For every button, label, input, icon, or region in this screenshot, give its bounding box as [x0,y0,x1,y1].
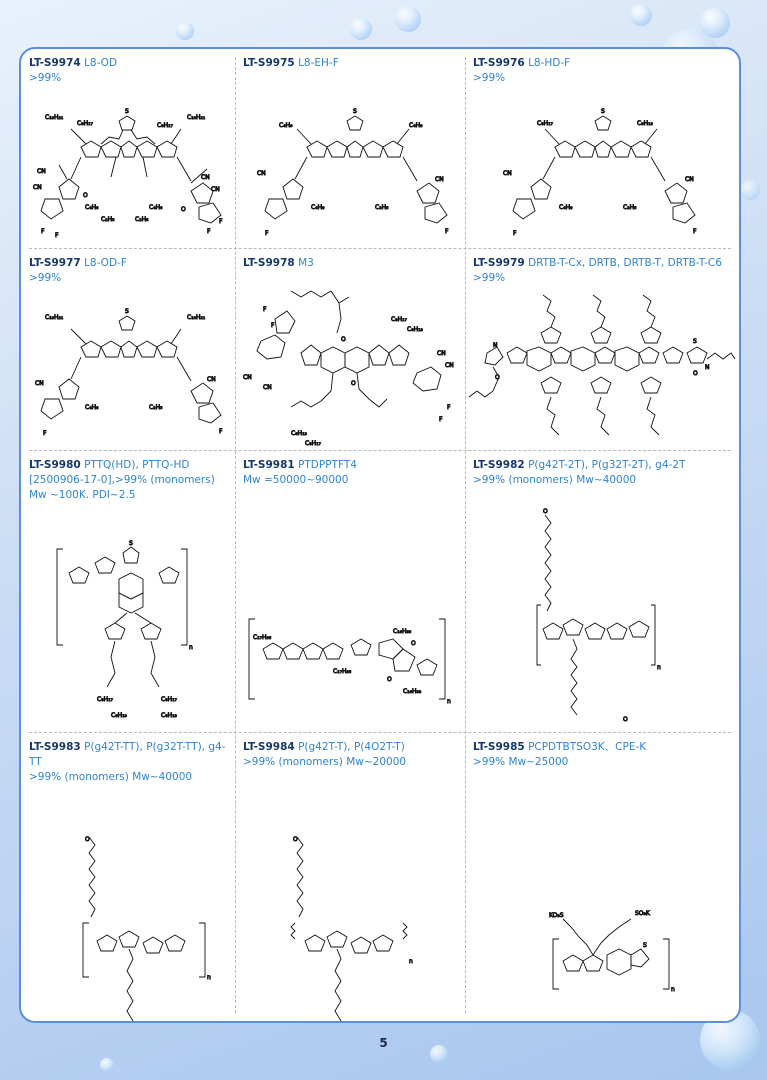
structure-label: C₁₀H₂₁ [187,114,206,121]
structure-label: C₆H₁₃ [291,430,307,437]
structure-label: C₁₆H₃₃ [403,688,422,695]
product-code: LT-S9977 [29,257,81,269]
product-name: P(g42T-T), P(4O2T-T) [298,741,405,753]
chemical-structure [243,609,463,709]
structure-label: C₈H₁₇ [537,120,553,127]
structure-label: N [705,364,710,371]
product-name: M3 [298,257,314,269]
structure-label: F [445,228,449,235]
product-title [243,56,459,71]
structure-label: S [353,108,357,115]
structure-label: KO₃S [549,912,564,919]
product-name: PTDPPTFT4 [298,459,357,471]
decor-bubble [395,6,421,32]
structure-label: C₄H₉ [279,122,293,129]
product-title [473,256,733,271]
product-card [19,47,741,1053]
structure-label: C₁₇H₃₅ [333,668,352,675]
structure-label: F [271,322,275,329]
structure-label: S [129,540,133,547]
decor-bubble [176,22,194,40]
structure-label: N [493,342,498,349]
structure-label: F [693,228,697,235]
structure-label: S [643,942,647,949]
structure-label: O [181,206,186,213]
structure-label: F [439,416,443,423]
structure-label: C₁₆H₃₃ [393,628,412,635]
structure-label: n [189,644,193,651]
structure-label: CN [211,186,220,193]
structure-label: O [83,192,88,199]
structure-label: F [219,428,223,435]
structure-label: n [671,986,675,993]
structure-label: O [543,508,548,515]
product-code: LT-S9984 [243,741,295,753]
structure-label: C₆H₁₃ [637,120,653,127]
product-purity: >99% [29,272,62,284]
structure-label: S [601,108,605,115]
product-name: L8-EH-F [298,57,339,69]
product-title [29,56,229,71]
product-molecular-weight: Mw ~100K. PDI~2.5 [29,489,136,501]
product-name: P(g42T-2T), P(g32T-2T), g4-2T [528,459,686,471]
structure-label: C₈H₁₇ [305,440,321,446]
decor-bubble [740,180,760,200]
product-title [473,458,733,473]
structure-label: C₆H₁₃ [161,712,177,719]
structure-label: C₂H₅ [135,216,149,223]
structure-label: F [41,228,45,235]
product-purity: >99% (monomers) Mw~20000 [243,756,407,768]
product-purity: >99% [29,72,62,84]
structure-label: F [513,230,517,237]
structure-label: F [265,230,269,237]
structure-label: C₄H₉ [311,204,325,211]
product-purity: >99% [473,272,506,284]
product-name: L8-OD [84,57,118,69]
structure-label: C₆H₁₃ [407,326,423,333]
structure-label: CN [445,362,454,369]
product-code: LT-S9980 [29,459,81,471]
product-title [473,56,733,71]
product-cas-purity: [2500906-17-0],>99% (monomers) [29,474,215,486]
structure-label: F [447,404,451,411]
structure-label: C₂H₅ [101,216,115,223]
structure-label: O [341,336,346,343]
chemical-structure [487,99,717,244]
structure-label: CN [257,170,266,177]
structure-label: C₁₀H₂₁ [45,114,64,121]
product-code: LT-S9985 [473,741,525,753]
product-code: LT-S9978 [243,257,295,269]
product-name: PTTQ(HD), PTTQ-HD [84,459,190,471]
structure-label: CN [207,376,216,383]
product-title [243,256,459,271]
chemical-structure [467,287,737,442]
structure-label: C₂H₅ [623,204,637,211]
structure-label: O [85,836,90,843]
structure-label: SO₃K [635,910,650,917]
product-grid [21,49,739,1053]
structure-label: CN [201,174,210,181]
chemical-structure [51,537,231,722]
product-code: LT-S9981 [243,459,295,471]
structure-label: C₄H₉ [149,204,163,211]
structure-label: O [387,676,392,683]
structure-label: C₁₀H₂₁ [187,314,206,321]
product-name: L8-OD-F [84,257,127,269]
structure-label: S [125,308,129,315]
structure-label: C₈H₁₇ [77,120,93,127]
chemical-structure [543,897,693,1007]
product-purity: >99% Mw~25000 [473,756,569,768]
product-molecular-weight: Mw =50000~90000 [243,474,349,486]
structure-label: C₄H₉ [85,404,99,411]
chemical-structure [31,299,231,444]
structure-label: O [623,716,628,723]
structure-label: C₂H₅ [149,404,163,411]
structure-label: F [263,306,267,313]
structure-label: O [693,370,698,377]
product-code: LT-S9979 [473,257,525,269]
structure-label: n [447,698,451,705]
product-code: LT-S9976 [473,57,525,69]
structure-label: CN [243,374,252,381]
structure-label: S [693,338,697,345]
structure-label: F [207,228,211,235]
structure-label: CN [503,170,512,177]
structure-label: C₆H₁₃ [111,712,127,719]
chemical-structure [249,99,459,244]
chemical-structure: O O n [85,836,211,1053]
structure-label: CN [685,176,694,183]
product-purity: >99% (monomers) Mw~40000 [29,771,193,783]
structure-label: C₄H₉ [409,122,423,129]
structure-label: S [125,108,129,115]
structure-label: n [207,974,211,981]
product-code: LT-S9974 [29,57,81,69]
structure-label: C₈H₁₇ [97,696,113,703]
structure-label: C₁₀H₂₁ [45,314,64,321]
structure-label: C₈H₁₇ [161,696,177,703]
structure-label: CN [33,184,42,191]
chemical-structure [241,281,461,446]
product-name: P(g42T-TT), P(g32T-TT), g4-TT [29,741,226,768]
structure-label: CN [35,380,44,387]
structure-label: C₁₇H₃₅ [253,634,272,641]
product-code: LT-S9982 [473,459,525,471]
structure-label: O [411,640,416,647]
decor-bubble [630,4,652,26]
page-number: 5 [379,1036,388,1050]
product-title [243,740,459,755]
structure-label: CN [435,176,444,183]
product-title [243,458,459,473]
structure-label: C₂H₅ [375,204,389,211]
product-name: L8-HD-F [528,57,571,69]
structure-label: CN [263,384,272,391]
structure-label: O [495,374,500,381]
product-code: LT-S9975 [243,57,295,69]
product-name: DRTB-T-Cx, DRTB, DRTB-T, DRTB-T-C6 [528,257,722,269]
structure-label: C₄H₉ [559,204,573,211]
product-code: LT-S9983 [29,741,81,753]
product-purity: >99% [473,72,506,84]
structure-label: F [43,430,47,437]
chemical-structure [523,499,693,724]
structure-label: C₈H₁₇ [391,316,407,323]
structure-label: F [55,232,59,239]
decor-bubble [350,18,372,40]
structure-label: F [219,218,223,225]
chemical-structure [31,99,231,244]
product-purity: >99% (monomers) Mw~40000 [473,474,637,486]
structure-label: O [351,380,356,387]
structure-label: CN [37,168,46,175]
structure-label: n [409,958,413,965]
structure-label: C₄H₉ [85,204,99,211]
product-title [29,256,229,271]
structure-label: CN [437,350,446,357]
structure-label: C₈H₁₇ [157,122,173,129]
chemical-structure: O O n [293,836,413,1053]
product-title [29,740,229,770]
decor-bubble [100,1058,114,1072]
structure-label: O [293,836,298,843]
structure-label: n [657,664,661,671]
product-title [29,458,229,473]
product-name: PCPDTBTSO3K、CPE-K [528,741,647,753]
product-title [473,740,733,755]
